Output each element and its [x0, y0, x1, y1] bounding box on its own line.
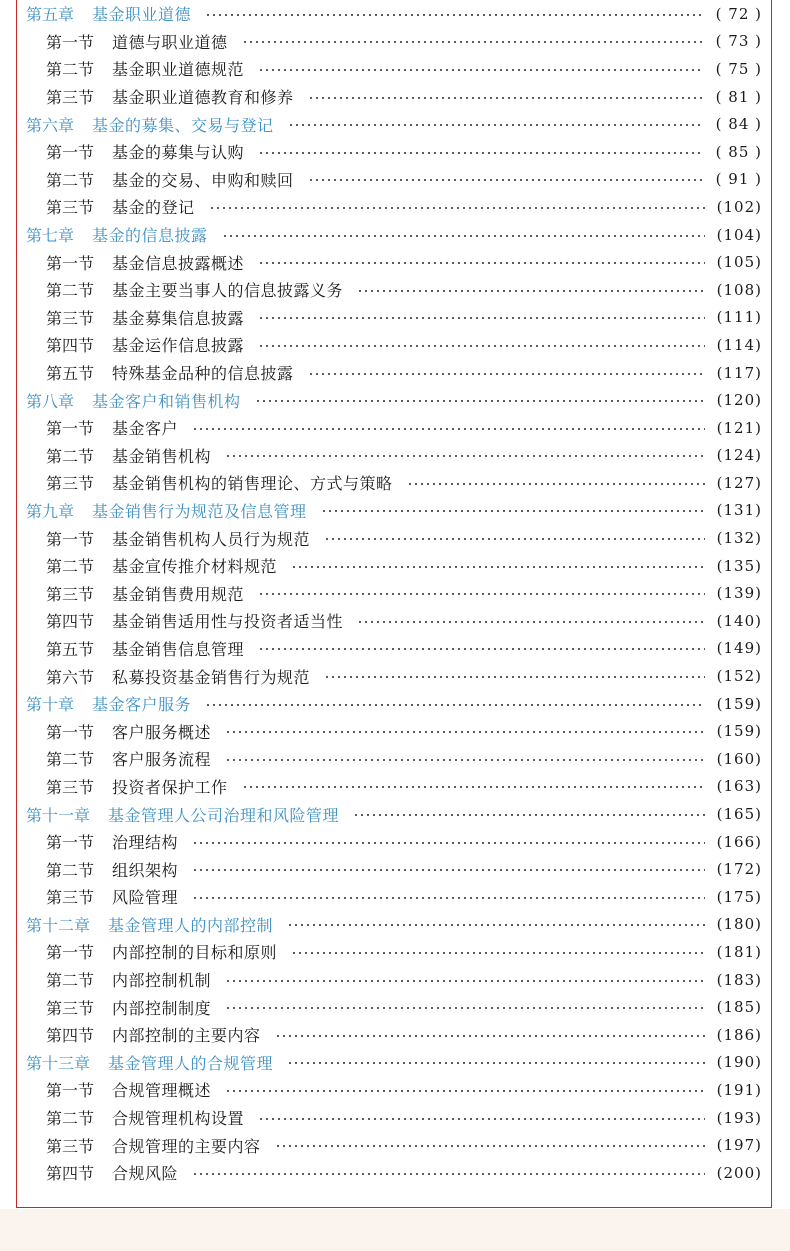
section-title: 内部控制的主要内容	[112, 1026, 261, 1046]
page-number: (108)	[716, 280, 762, 299]
section-number: 第二节	[46, 446, 95, 466]
page-number: (104)	[716, 225, 762, 244]
page-number: (140)	[716, 611, 762, 630]
section-number: 第二节	[46, 750, 95, 770]
page-number: ( 81 )	[715, 87, 762, 106]
dot-leader	[258, 317, 705, 319]
section-title: 基金销售信息管理	[112, 639, 245, 659]
section-title: 内部控制制度	[112, 998, 212, 1018]
section-title: 治理结构	[112, 833, 179, 853]
toc-section-entry[interactable]	[26, 938, 762, 966]
dot-leader	[308, 97, 704, 99]
page-number: (159)	[716, 694, 762, 713]
section-number: 第六节	[46, 667, 95, 687]
section-number: 第三节	[46, 584, 95, 604]
page-number: (132)	[716, 529, 762, 548]
dot-leader	[258, 648, 705, 650]
chapter-title: 基金管理人的内部控制	[108, 915, 274, 935]
toc-section-entry[interactable]	[26, 966, 762, 994]
toc-chapter-entry[interactable]	[26, 221, 762, 249]
section-title: 基金运作信息披露	[112, 336, 245, 356]
chapter-number: 第九章	[26, 501, 75, 521]
section-number: 第三节	[46, 998, 95, 1018]
page-number: ( 91 )	[715, 170, 762, 189]
page-number: (152)	[716, 667, 762, 686]
toc-section-entry[interactable]	[26, 442, 762, 470]
section-number: 第三节	[46, 1136, 95, 1156]
page-number: (124)	[716, 446, 762, 465]
page-number: (159)	[716, 722, 762, 741]
page-number: (105)	[716, 253, 762, 272]
chapter-title: 基金职业道德	[92, 5, 192, 25]
page-number: (183)	[716, 970, 762, 989]
page-number: (190)	[716, 1053, 762, 1072]
toc-section-entry[interactable]	[26, 193, 762, 221]
section-number: 第二节	[46, 60, 95, 80]
section-title: 内部控制机制	[112, 971, 212, 991]
page-number: (160)	[716, 749, 762, 768]
section-number: 第一节	[46, 943, 95, 963]
dot-leader	[209, 207, 705, 209]
toc-chapter-entry[interactable]	[26, 0, 762, 28]
dot-leader	[407, 483, 705, 485]
chapter-number: 第七章	[26, 226, 75, 246]
page-number: (197)	[716, 1136, 762, 1155]
toc-section-entry[interactable]	[26, 1159, 762, 1187]
dot-leader	[225, 455, 705, 457]
dot-leader	[258, 345, 705, 347]
section-title: 基金职业道德规范	[112, 60, 245, 80]
toc-section-entry[interactable]	[26, 304, 762, 332]
dot-leader	[357, 621, 705, 623]
page-number: ( 75 )	[715, 59, 762, 78]
page-number: (135)	[716, 556, 762, 575]
section-number: 第五节	[46, 364, 95, 384]
toc-section-entry[interactable]	[26, 414, 762, 442]
toc-section-entry[interactable]	[26, 1131, 762, 1159]
dot-leader	[291, 952, 705, 954]
dot-leader	[353, 814, 705, 816]
section-title: 私募投资基金销售行为规范	[112, 667, 311, 687]
toc-section-entry[interactable]	[26, 524, 762, 552]
section-number: 第一节	[46, 419, 95, 439]
section-number: 第二节	[46, 860, 95, 880]
page-number: (127)	[716, 473, 762, 492]
page-number: (191)	[716, 1080, 762, 1099]
dot-leader	[225, 731, 705, 733]
chapter-title: 基金的信息披露	[92, 226, 208, 246]
dot-leader	[225, 1090, 705, 1092]
toc-section-entry[interactable]	[26, 248, 762, 276]
chapter-number: 第六章	[26, 115, 75, 135]
page-number: (139)	[716, 584, 762, 603]
toc-section-entry[interactable]	[26, 331, 762, 359]
section-title: 合规管理机构设置	[112, 1109, 245, 1129]
page-number: ( 73 )	[715, 32, 762, 51]
dot-leader	[321, 510, 705, 512]
page-number: (172)	[716, 860, 762, 879]
toc-section-entry[interactable]	[26, 55, 762, 83]
section-title: 合规风险	[112, 1164, 179, 1184]
chapter-title: 基金客户服务	[92, 695, 192, 715]
dot-leader	[308, 373, 705, 375]
section-number: 第三节	[46, 198, 95, 218]
section-title: 基金销售机构人员行为规范	[112, 529, 311, 549]
bottom-band	[0, 1209, 790, 1251]
section-title: 基金的募集与认购	[112, 143, 245, 163]
toc-chapter-entry[interactable]	[26, 1049, 762, 1077]
toc-section-entry[interactable]	[26, 855, 762, 883]
chapter-title: 基金管理人的合规管理	[108, 1053, 274, 1073]
chapter-number: 第十一章	[26, 805, 91, 825]
page-number: (165)	[716, 805, 762, 824]
toc-section-entry[interactable]	[26, 359, 762, 387]
section-number: 第一节	[46, 253, 95, 273]
section-title: 客户服务流程	[112, 750, 212, 770]
dot-leader	[222, 235, 705, 237]
toc-section-entry[interactable]	[26, 773, 762, 801]
section-title: 基金销售费用规范	[112, 584, 245, 604]
page-number: (163)	[716, 777, 762, 796]
page-number: (120)	[716, 391, 762, 410]
section-number: 第四节	[46, 612, 95, 632]
section-title: 道德与职业道德	[112, 32, 228, 52]
chapter-title: 基金客户和销售机构	[92, 391, 241, 411]
toc-chapter-entry[interactable]	[26, 911, 762, 939]
section-title: 特殊基金品种的信息披露	[112, 364, 294, 384]
page-number: (200)	[716, 1163, 762, 1182]
section-title: 客户服务概述	[112, 722, 212, 742]
section-number: 第二节	[46, 971, 95, 991]
section-number: 第二节	[46, 557, 95, 577]
toc-section-entry[interactable]	[26, 662, 762, 690]
chapter-number: 第八章	[26, 391, 75, 411]
toc-chapter-entry[interactable]	[26, 690, 762, 718]
page-number: (185)	[716, 998, 762, 1017]
page-number: ( 84 )	[715, 115, 762, 134]
dot-leader	[275, 1035, 705, 1037]
dot-leader	[258, 262, 705, 264]
section-number: 第三节	[46, 474, 95, 494]
dot-leader	[225, 759, 705, 761]
dot-leader	[275, 1145, 705, 1147]
dot-leader	[287, 924, 705, 926]
section-title: 基金募集信息披露	[112, 308, 245, 328]
section-number: 第四节	[46, 1164, 95, 1184]
toc-section-entry[interactable]	[26, 607, 762, 635]
chapter-title: 基金的募集、交易与登记	[92, 115, 274, 135]
toc-section-entry[interactable]	[26, 469, 762, 497]
section-number: 第三节	[46, 308, 95, 328]
page-number: (131)	[716, 501, 762, 520]
page-number: (186)	[716, 1025, 762, 1044]
section-number: 第二节	[46, 1109, 95, 1129]
section-title: 合规管理概述	[112, 1081, 212, 1101]
dot-leader	[225, 1007, 705, 1009]
toc-section-entry[interactable]	[26, 28, 762, 56]
section-title: 基金的登记	[112, 198, 195, 218]
toc-section-entry[interactable]	[26, 83, 762, 111]
section-title: 投资者保护工作	[112, 777, 228, 797]
page-number: ( 85 )	[715, 142, 762, 161]
dot-leader	[192, 897, 705, 899]
dot-leader	[288, 124, 704, 126]
toc-section-entry[interactable]	[26, 717, 762, 745]
toc-section-entry[interactable]	[26, 579, 762, 607]
chapter-number: 第十三章	[26, 1053, 91, 1073]
section-title: 基金客户	[112, 419, 179, 439]
section-number: 第二节	[46, 281, 95, 301]
dot-leader	[308, 179, 704, 181]
dot-leader	[324, 676, 705, 678]
section-number: 第四节	[46, 1026, 95, 1046]
toc-chapter-entry[interactable]	[26, 386, 762, 414]
page-number: (111)	[716, 308, 762, 327]
section-number: 第三节	[46, 888, 95, 908]
section-title: 基金职业道德教育和修养	[112, 88, 294, 108]
dot-leader	[242, 41, 704, 43]
page-number: (166)	[716, 832, 762, 851]
dot-leader	[291, 566, 705, 568]
page-number: (102)	[716, 197, 762, 216]
dot-leader	[258, 69, 704, 71]
section-title: 基金销售机构	[112, 446, 212, 466]
dot-leader	[324, 538, 705, 540]
section-title: 基金销售机构的销售理论、方式与策略	[112, 474, 393, 494]
dot-leader	[255, 400, 705, 402]
table-of-contents	[26, 0, 762, 1187]
section-number: 第一节	[46, 143, 95, 163]
toc-chapter-entry[interactable]	[26, 800, 762, 828]
dot-leader	[357, 290, 705, 292]
page-number: ( 72 )	[715, 4, 762, 23]
dot-leader	[192, 869, 705, 871]
section-number: 第一节	[46, 1081, 95, 1101]
section-number: 第五节	[46, 639, 95, 659]
toc-section-entry[interactable]	[26, 276, 762, 304]
page-number: (117)	[716, 363, 762, 382]
section-title: 内部控制的目标和原则	[112, 943, 278, 963]
dot-leader	[192, 428, 705, 430]
section-number: 第三节	[46, 777, 95, 797]
toc-section-entry[interactable]	[26, 1021, 762, 1049]
toc-section-entry[interactable]	[26, 166, 762, 194]
chapter-title: 基金管理人公司治理和风险管理	[108, 805, 340, 825]
section-title: 合规管理的主要内容	[112, 1136, 261, 1156]
page-number: (149)	[716, 639, 762, 658]
section-title: 基金信息披露概述	[112, 253, 245, 273]
section-number: 第三节	[46, 88, 95, 108]
page-number: (193)	[716, 1108, 762, 1127]
chapter-number: 第五章	[26, 5, 75, 25]
page-number: (180)	[716, 915, 762, 934]
dot-leader	[258, 593, 705, 595]
toc-section-entry[interactable]	[26, 993, 762, 1021]
toc-section-entry[interactable]	[26, 883, 762, 911]
toc-section-entry[interactable]	[26, 635, 762, 663]
toc-section-entry[interactable]	[26, 1076, 762, 1104]
page-number: (175)	[716, 887, 762, 906]
dot-leader	[258, 1118, 705, 1120]
dot-leader	[192, 1173, 705, 1175]
toc-section-entry[interactable]	[26, 138, 762, 166]
section-number: 第一节	[46, 529, 95, 549]
section-title: 基金主要当事人的信息披露义务	[112, 281, 344, 301]
dot-leader	[192, 842, 705, 844]
chapter-title: 基金销售行为规范及信息管理	[92, 501, 307, 521]
dot-leader	[205, 14, 704, 16]
chapter-number: 第十二章	[26, 915, 91, 935]
toc-section-entry[interactable]	[26, 828, 762, 856]
section-title: 基金销售适用性与投资者适当性	[112, 612, 344, 632]
section-number: 第二节	[46, 170, 95, 190]
section-number: 第一节	[46, 722, 95, 742]
toc-chapter-entry[interactable]	[26, 110, 762, 138]
dot-leader	[242, 786, 705, 788]
toc-section-entry[interactable]	[26, 1104, 762, 1132]
section-title: 基金的交易、申购和赎回	[112, 170, 294, 190]
section-number: 第四节	[46, 336, 95, 356]
toc-section-entry[interactable]	[26, 552, 762, 580]
section-title: 组织架构	[112, 860, 179, 880]
dot-leader	[225, 980, 705, 982]
dot-leader	[287, 1062, 705, 1064]
section-number: 第一节	[46, 32, 95, 52]
chapter-number: 第十章	[26, 695, 75, 715]
dot-leader	[205, 704, 705, 706]
page-number: (114)	[716, 335, 762, 354]
page-number: (181)	[716, 942, 762, 961]
section-title: 基金宣传推介材料规范	[112, 557, 278, 577]
toc-chapter-entry[interactable]	[26, 497, 762, 525]
page-number: (121)	[716, 418, 762, 437]
section-number: 第一节	[46, 833, 95, 853]
toc-section-entry[interactable]	[26, 745, 762, 773]
dot-leader	[258, 152, 704, 154]
section-title: 风险管理	[112, 888, 179, 908]
